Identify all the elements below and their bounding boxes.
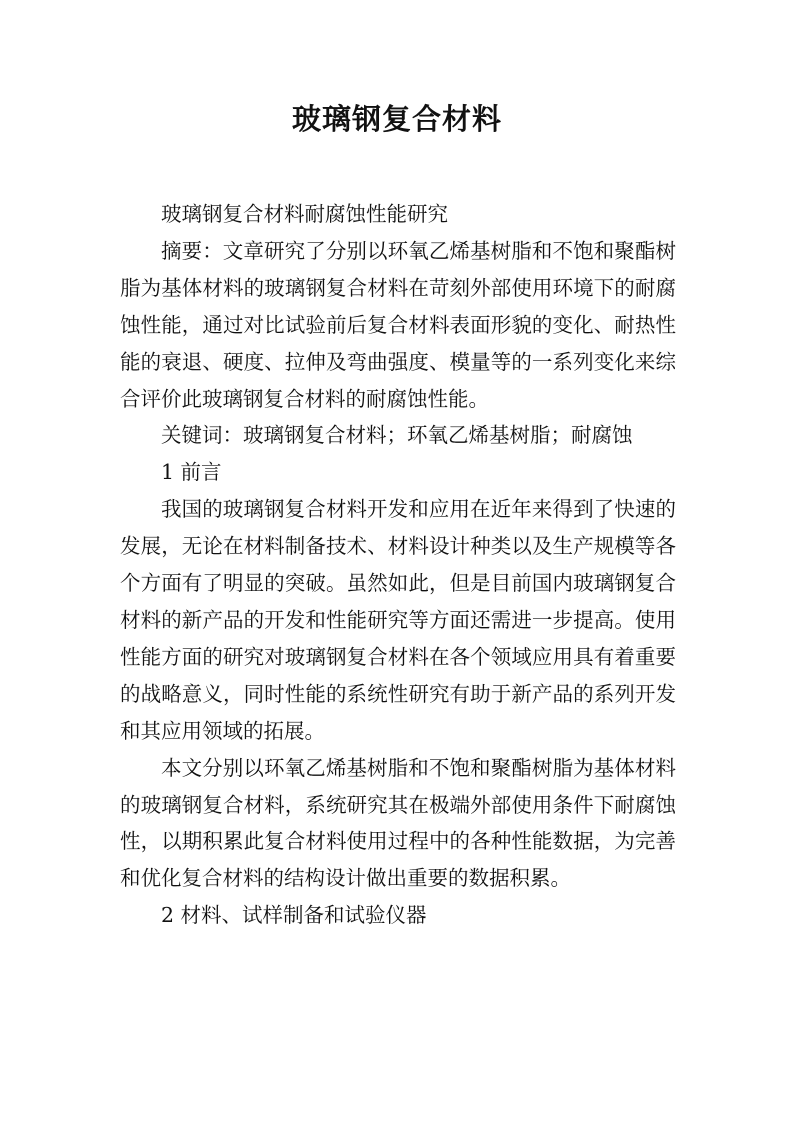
paper-subtitle: 玻璃钢复合材料耐腐蚀性能研究 (161, 202, 448, 226)
abstract-paragraph: 摘要：文章研究了分别以环氧乙烯基树脂和不饱和聚酯树脂为基体材料的玻璃钢复合材料在苛刻外部使用环境下的耐腐蚀性能，通过对比试验前后复合材料表面形貌的变化、耐热性能的衰退、硬度、拉伸及弯曲强度、模量等的一系列变化来综合评价此玻璃钢复合材料的耐腐蚀性能。 (120, 238, 676, 411)
introduction-paragraph-1: 我国的玻璃钢复合材料开发和应用在近年来得到了快速的发展，无论在材料制备技术、材料设计种类以及生产规模等各个方面有了明显的突破。虽然如此，但是目前国内玻璃钢复合材料的新产品的开发和性能研究等方面还需进一步提高。使用性能方面的研究对玻璃钢复合材料在各个领域应用具有着重要的战略意义，同时性能的系统性研究有助于新产品的系列开发和其应用领域的拓展。 (120, 497, 676, 743)
introduction-paragraph-2: 本文分别以环氧乙烯基树脂和不饱和聚酯树脂为基体材料的玻璃钢复合材料，系统研究其在极端外部使用条件下耐腐蚀性，以期积累此复合材料使用过程中的各种性能数据，为完善和优化复合材料的结构设计做出重要的数据积累。 (120, 755, 676, 891)
section-heading-materials: 2 材料、试样制备和试验仪器 (161, 903, 427, 928)
document-title: 玻璃钢复合材料 (291, 102, 502, 136)
document-body (120, 196, 676, 934)
section-heading-introduction: 1 前言 (161, 460, 222, 485)
keywords-paragraph: 关键词：玻璃钢复合材料；环氧乙烯基树脂；耐腐蚀 (161, 423, 633, 448)
